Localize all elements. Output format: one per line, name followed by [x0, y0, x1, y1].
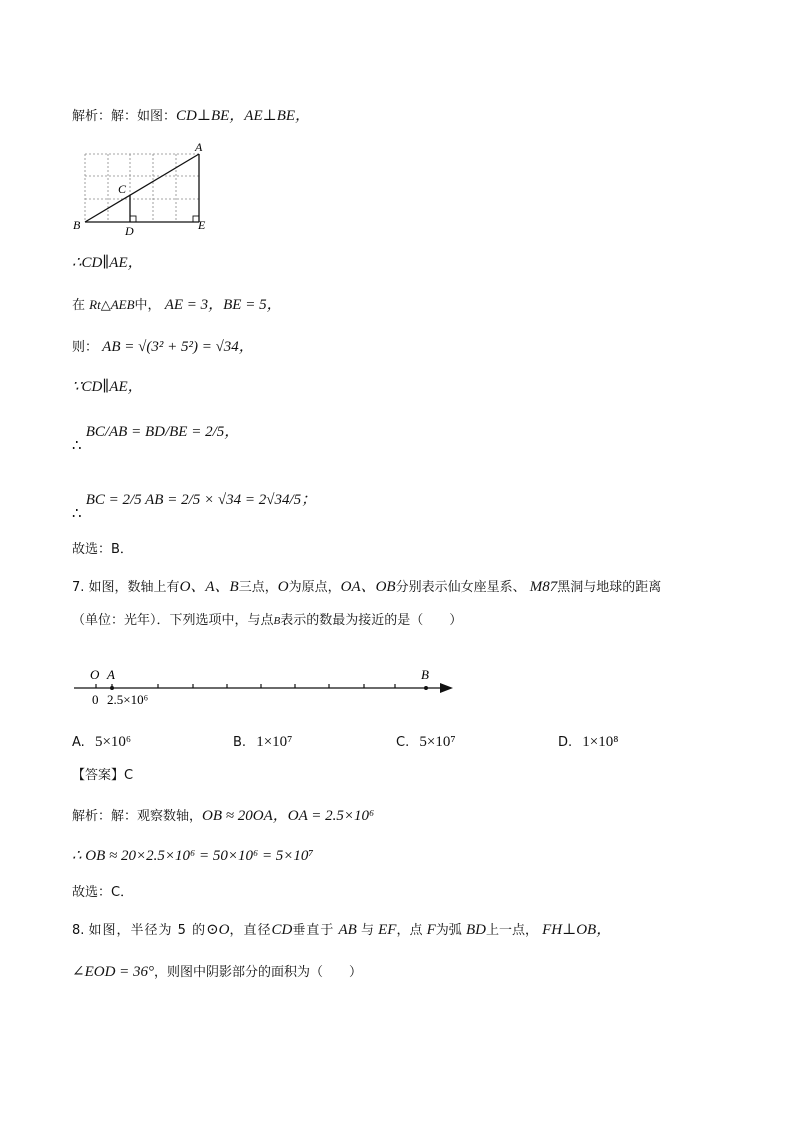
sol6-line4	[72, 377, 143, 398]
q7-option-c[interactable]	[396, 734, 456, 751]
q7-answer-line	[72, 766, 133, 786]
sol6-l5-therefore: ∴	[72, 438, 82, 454]
q7-sol2: ∴ OB ≈ 20×2.5×10⁶ = 50×10⁶ = 5×10⁷	[72, 848, 314, 864]
q7-text1: 如图，数轴上有	[88, 580, 180, 595]
axis-label-zero: 0	[92, 692, 99, 707]
q8-cd: CD	[271, 922, 293, 938]
q7-points: O、A、B	[179, 579, 239, 595]
sol6-l2-mid: 中，	[134, 298, 161, 313]
q8-text4: 与	[360, 923, 374, 938]
q7-line1	[72, 577, 661, 598]
q7-choose-line	[72, 883, 133, 903]
q7-oa-ob: OA、OB	[340, 579, 396, 595]
q7-sol1-math: OB ≈ 20OA，OA = 2.5×10⁶	[202, 808, 375, 824]
sol6-l2-triangle: Rt△AEB	[89, 297, 135, 312]
q8-fh: FH⊥OB，	[542, 922, 612, 938]
q7-answer: 【答案】C	[72, 768, 134, 783]
q7-m87: M87	[529, 579, 558, 595]
q8-ab: AB	[338, 922, 357, 938]
sol6-l6-math: BC = 2/5 AB = 2/5 × √34 = 2√34/5；	[85, 492, 317, 508]
sol6-line6	[72, 490, 317, 522]
sol6-line5	[72, 422, 240, 454]
label-a: A	[195, 140, 203, 154]
right-angle-d	[130, 216, 136, 222]
q8-text6: 为弧	[435, 923, 462, 938]
q7-line2	[72, 611, 462, 631]
q8-text3: 垂直于	[292, 923, 335, 938]
sol6-choose-line	[72, 540, 133, 560]
label-e: E	[198, 218, 206, 232]
q8-circle: ⊙O	[206, 922, 230, 938]
option-c-letter: C.	[396, 735, 410, 750]
q7-line2b: 表示的数最为接近的是（ ）	[280, 613, 463, 628]
q7-text2: 三点，	[238, 580, 278, 595]
q8-f: F	[426, 922, 436, 938]
number-line	[70, 662, 460, 712]
label-b: B	[73, 218, 81, 232]
option-a-value: 5×10⁶	[94, 734, 132, 750]
q8-ef: EF	[378, 922, 397, 938]
sol6-line3	[72, 337, 254, 358]
q8-text5: ，点	[396, 923, 423, 938]
option-c-value: 5×10⁷	[419, 734, 456, 750]
axis-arrow	[440, 683, 453, 693]
point-a	[110, 686, 114, 690]
sol6-l4: ∵CD∥AE，	[72, 379, 143, 395]
option-b-value: 1×10⁷	[256, 734, 293, 750]
q7-option-b[interactable]	[233, 734, 292, 751]
point-b	[424, 686, 428, 690]
sol6-l1: ∴CD∥AE，	[72, 255, 143, 271]
sol6-line2	[72, 295, 282, 316]
sol6-l5-math: BC/AB = BD/BE = 2/5，	[85, 424, 240, 440]
q7-line2a: （单位：光年）．下列选项中，与点	[72, 613, 274, 628]
q8-text8: ，则图中阴影部分的面积为（ ）	[154, 965, 363, 980]
q8-line2	[72, 962, 362, 983]
label-c: C	[118, 182, 127, 196]
sol6-l6-therefore: ∴	[72, 506, 82, 522]
sol6-line1	[72, 253, 143, 274]
q8-text7: 上一点，	[485, 923, 538, 938]
label-d: D	[125, 224, 134, 238]
q7-option-a[interactable]	[72, 734, 131, 751]
sol6-figure	[70, 138, 220, 238]
axis-label-a-value: 2.5×10⁶	[107, 692, 149, 707]
q8-angle: ∠EOD = 36°	[72, 964, 155, 980]
axis-label-o: O	[90, 667, 100, 682]
option-d-value: 1×10⁸	[582, 734, 619, 750]
q7-text3: 为原点，	[288, 580, 341, 595]
q8-line1	[72, 920, 611, 941]
option-a-letter: A.	[72, 735, 85, 750]
sol6-choose: 故选：B．	[72, 542, 133, 557]
q8-number: 8.	[72, 923, 85, 938]
q7-text4: 分别表示仙女座星系、	[395, 580, 526, 595]
option-d-letter: D.	[558, 735, 573, 750]
sol6-intro-math: CD⊥BE，AE⊥BE，	[176, 108, 311, 124]
sol6-intro-line	[72, 106, 310, 127]
q8-bd: BD	[465, 922, 486, 938]
q7-number: 7.	[72, 580, 85, 595]
q7-choose: 故选：C．	[72, 885, 134, 900]
axis-label-b: B	[421, 667, 429, 682]
q7-sol1-pre: 解析：解：观察数轴，	[72, 809, 203, 824]
sol6-l3-pre: 则：	[72, 340, 99, 355]
sol6-intro: 解析：解：如图：	[72, 109, 177, 124]
q7-b: B	[273, 615, 281, 627]
sol6-l2-math: AE = 3，BE = 5，	[164, 297, 282, 313]
q8-text2: ，直径	[229, 923, 272, 938]
q7-sol-line2	[72, 846, 314, 867]
sol6-l2-pre: 在	[72, 298, 86, 313]
axis-label-a: A	[107, 667, 115, 682]
sol6-l3-math: AB = √(3² + 5²) = √34，	[102, 339, 254, 355]
q7-o: O	[277, 579, 289, 595]
q7-option-d[interactable]	[558, 734, 619, 751]
segment-ba	[85, 154, 199, 222]
option-b-letter: B.	[233, 735, 247, 750]
q8-text1: 如图，半径为 5 的	[88, 923, 207, 938]
q7-sol-line1	[72, 806, 374, 827]
q7-text5: 黑洞与地球的距离	[557, 580, 662, 595]
